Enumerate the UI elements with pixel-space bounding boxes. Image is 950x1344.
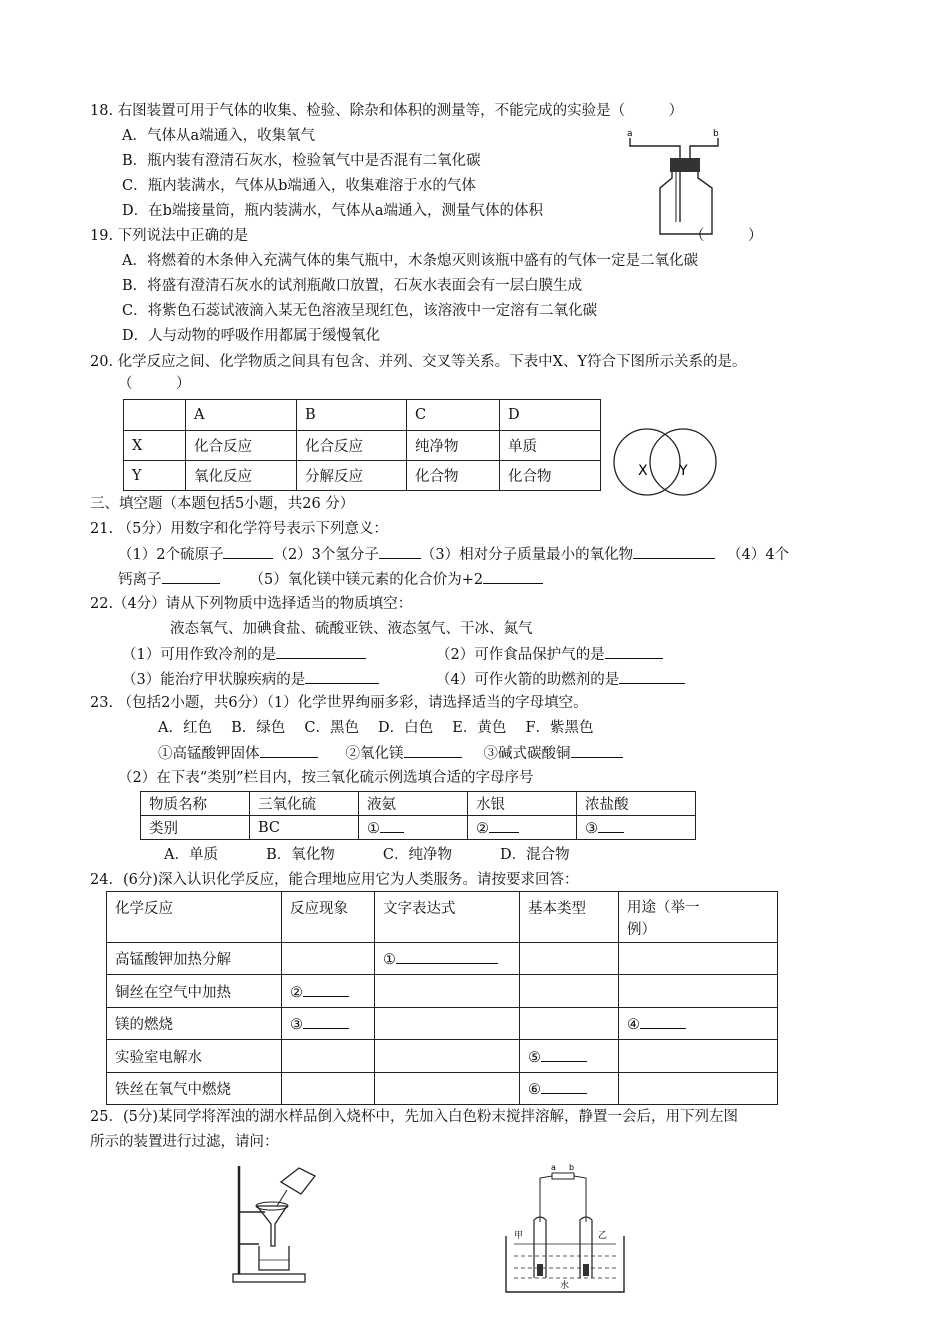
answer-blank[interactable] bbox=[404, 743, 462, 758]
q25-stem-cont: 所示的装置进行过滤，请问： bbox=[90, 1134, 279, 1150]
q22-part1-text: （1）可用作致冷剂的是 bbox=[122, 647, 277, 663]
table-cell bbox=[619, 943, 778, 975]
answer-blank[interactable] bbox=[303, 1014, 349, 1029]
table-cell: X bbox=[124, 431, 186, 461]
table-header: 反应现象 bbox=[282, 892, 375, 943]
q24-stem: 24．(6分)深入认识化学反应，能合理地应用它为人类服务。请按要求回答： bbox=[90, 872, 579, 888]
table-cell: 三氧化硫 bbox=[250, 792, 359, 816]
table-cell bbox=[619, 975, 778, 1008]
table-cell[interactable] bbox=[359, 816, 468, 840]
answer-marker: ② bbox=[476, 821, 489, 837]
answer-blank[interactable] bbox=[396, 949, 498, 964]
q23-item3: ③碱式碳酸铜 bbox=[483, 746, 571, 762]
answer-marker: ② bbox=[290, 984, 303, 1001]
answer-blank[interactable] bbox=[541, 1079, 587, 1094]
label-a: a bbox=[627, 129, 633, 139]
table-cell: 铜丝在空气中加热 bbox=[107, 975, 282, 1008]
table-cell[interactable] bbox=[619, 1008, 778, 1040]
answer-blank[interactable] bbox=[571, 743, 623, 758]
table-cell: 类别 bbox=[141, 816, 250, 840]
q21-part4: （4）4个 bbox=[727, 547, 790, 563]
q18-option-d: D．在b端接量筒，瓶内装满水，气体从a端通入，测量气体的体积 bbox=[122, 203, 544, 219]
table-cell bbox=[520, 1008, 619, 1040]
answer-blank[interactable] bbox=[619, 669, 685, 684]
answer-blank[interactable] bbox=[380, 818, 404, 833]
q20-table bbox=[123, 399, 601, 491]
q18-option-b: B．瓶内装有澄清石灰水，检验氧气中是否混有二氧化碳 bbox=[122, 153, 481, 169]
table-cell: 氧化反应 bbox=[186, 461, 297, 491]
label-water: 水 bbox=[560, 1281, 570, 1291]
table-cell[interactable] bbox=[375, 943, 520, 975]
table-header: 文字表达式 bbox=[375, 892, 520, 943]
q22-part3-text: （3）能治疗甲状腺疾病的是 bbox=[122, 672, 306, 688]
table-cell: 化合反应 bbox=[186, 431, 297, 461]
q24-table bbox=[106, 891, 778, 1105]
label-jia: 甲 bbox=[514, 1231, 524, 1241]
table-cell bbox=[375, 1073, 520, 1105]
gas-bottle-figure bbox=[620, 122, 730, 242]
q19-answer-paren: （ ） bbox=[690, 228, 763, 244]
venn-label-y: Y bbox=[679, 463, 688, 479]
q23-line2: （2）在下表“类别”栏目内，按三氧化硫示例选填合适的字母序号 bbox=[118, 770, 534, 786]
answer-blank[interactable] bbox=[640, 1014, 686, 1029]
answer-marker: ⑤ bbox=[528, 1049, 541, 1066]
q19-option-d: D．人与动物的呼吸作用都属于缓慢氧化 bbox=[122, 328, 381, 344]
q21-part5: （5）氧化镁中镁元素的化合价为+2 bbox=[249, 572, 484, 588]
table-cell bbox=[375, 1008, 520, 1040]
table-cell[interactable] bbox=[468, 816, 577, 840]
q22-stem: 22.（4分）请从下列物质中选择适当的物质填空： bbox=[90, 596, 413, 612]
header-line: 例） bbox=[627, 922, 656, 938]
q23-choices: A．单质 B．氧化物 C．纯净物 D．混合物 bbox=[164, 847, 570, 863]
answer-marker: ① bbox=[383, 952, 396, 968]
answer-marker: ④ bbox=[627, 1017, 640, 1033]
table-cell: A bbox=[186, 400, 297, 431]
answer-blank[interactable] bbox=[276, 644, 366, 659]
q18-option-c: C．瓶内装满水，气体从b端通入，收集难溶于水的气体 bbox=[122, 178, 476, 194]
table-cell: 化合物 bbox=[407, 461, 500, 491]
table-cell: Y bbox=[124, 461, 186, 491]
q23-table bbox=[140, 791, 696, 840]
q21-part1: （1）2个硫原子 bbox=[118, 547, 224, 563]
table-cell bbox=[619, 1040, 778, 1073]
table-cell: 化合物 bbox=[500, 461, 601, 491]
q19-stem: 19. 下列说法中正确的是 bbox=[90, 228, 249, 244]
q23-item1: ①高锰酸钾固体 bbox=[158, 746, 260, 762]
table-cell bbox=[619, 1073, 778, 1105]
q22-substances: 液态氧气、加碘食盐、硫酸亚铁、液态氢气、干冰、氮气 bbox=[170, 621, 533, 637]
table-cell[interactable] bbox=[520, 1073, 619, 1105]
answer-blank[interactable] bbox=[162, 569, 220, 584]
answer-blank[interactable] bbox=[489, 818, 519, 833]
q21-line3 bbox=[118, 569, 543, 590]
q21-line2 bbox=[118, 544, 789, 565]
answer-marker: ③ bbox=[585, 821, 598, 837]
table-cell bbox=[124, 400, 186, 431]
q23-item2: ②氧化镁 bbox=[345, 746, 404, 762]
answer-blank[interactable] bbox=[305, 669, 379, 684]
table-cell: 高锰酸钾加热分解 bbox=[107, 943, 282, 975]
answer-blank[interactable] bbox=[541, 1047, 587, 1062]
table-cell: 实验室电解水 bbox=[107, 1040, 282, 1073]
q22-part4-text: （4）可作火箭的助燃剂的是 bbox=[436, 672, 620, 688]
section-heading: 三、填空题（本题包括5小题，共26 分） bbox=[90, 496, 355, 512]
answer-marker: ① bbox=[367, 821, 380, 837]
table-cell bbox=[282, 1073, 375, 1105]
answer-blank[interactable] bbox=[223, 544, 273, 559]
table-cell: C bbox=[407, 400, 500, 431]
answer-blank[interactable] bbox=[605, 644, 663, 659]
q22-part2 bbox=[436, 644, 663, 665]
table-cell: 物质名称 bbox=[141, 792, 250, 816]
table-cell bbox=[375, 975, 520, 1008]
answer-marker: ③ bbox=[290, 1017, 303, 1033]
table-cell bbox=[282, 1040, 375, 1073]
label-b: b bbox=[569, 1163, 575, 1172]
table-cell: 分解反应 bbox=[297, 461, 407, 491]
table-cell bbox=[520, 943, 619, 975]
table-cell: 单质 bbox=[500, 431, 601, 461]
table-cell: 镁的燃烧 bbox=[107, 1008, 282, 1040]
table-cell: B bbox=[297, 400, 407, 431]
q23-colors: A．红色 B．绿色 C．黑色 D．白色 E．黄色 F．紫黑色 bbox=[158, 720, 594, 736]
q22-part3 bbox=[122, 669, 379, 690]
q19-option-c: C．将紫色石蕊试液滴入某无色溶液呈现红色，该溶液中一定溶有二氧化碳 bbox=[122, 303, 598, 319]
q21-stem: 21. （5分）用数字和化学符号表示下列意义： bbox=[90, 521, 388, 537]
table-cell: 浓盐酸 bbox=[577, 792, 696, 816]
answer-marker: ⑥ bbox=[528, 1082, 541, 1098]
q23-colors-blanks bbox=[158, 743, 623, 764]
table-cell: 液氨 bbox=[359, 792, 468, 816]
q18-option-a: A．气体从a端通入，收集氧气 bbox=[122, 128, 316, 144]
label-a: a bbox=[551, 1163, 556, 1172]
answer-blank[interactable] bbox=[303, 982, 349, 997]
answer-blank[interactable] bbox=[379, 544, 421, 559]
q19-option-a: A．将燃着的木条伸入充满气体的集气瓶中，木条熄灭则该瓶中盛有的气体一定是二氧化碳 bbox=[122, 253, 698, 269]
table-cell[interactable] bbox=[520, 1040, 619, 1073]
table-cell[interactable] bbox=[282, 975, 375, 1008]
table-cell: 铁丝在氧气中燃烧 bbox=[107, 1073, 282, 1105]
table-header: 化学反应 bbox=[107, 892, 282, 943]
venn-diagram bbox=[612, 424, 722, 500]
q19-option-b: B．将盛有澄清石灰水的试剂瓶敞口放置，石灰水表面会有一层白膜生成 bbox=[122, 278, 583, 294]
table-cell: 化合反应 bbox=[297, 431, 407, 461]
q21-part3: （3）相对分子质量最小的氧化物 bbox=[420, 547, 634, 563]
table-header: 基本类型 bbox=[520, 892, 619, 943]
answer-blank[interactable] bbox=[260, 743, 318, 758]
header-line: 用途（举一 bbox=[627, 900, 700, 916]
electrolysis-apparatus-figure bbox=[500, 1160, 630, 1296]
q21-part2: （2）3个氢分子 bbox=[273, 547, 379, 563]
table-cell: 水银 bbox=[468, 792, 577, 816]
q23-stem: 23. （包括2小题，共6分）（1）化学世界绚丽多彩，请选择适当的字母填空。 bbox=[90, 695, 588, 711]
table-cell[interactable] bbox=[577, 816, 696, 840]
table-cell: 纯净物 bbox=[407, 431, 500, 461]
answer-blank[interactable] bbox=[483, 569, 543, 584]
label-yi: 乙 bbox=[598, 1231, 608, 1241]
filtration-apparatus-figure bbox=[225, 1160, 335, 1286]
table-header bbox=[619, 892, 778, 943]
q22-part1 bbox=[122, 644, 366, 665]
label-b: b bbox=[713, 129, 719, 139]
q22-part2-text: （2）可作食品保护气的是 bbox=[436, 647, 605, 663]
table-cell bbox=[282, 943, 375, 975]
table-cell: BC bbox=[250, 816, 359, 840]
answer-blank[interactable] bbox=[633, 544, 715, 559]
q22-part4 bbox=[436, 669, 685, 690]
q18-stem: 18. 右图装置可用于气体的收集、检验、除杂和体积的测量等，不能完成的实验是（ ） bbox=[90, 103, 684, 119]
table-cell bbox=[375, 1040, 520, 1073]
table-cell[interactable] bbox=[282, 1008, 375, 1040]
answer-blank[interactable] bbox=[598, 818, 624, 833]
q21-part4-cont: 钙离子 bbox=[118, 572, 162, 588]
q25-stem: 25．(5分)某同学将浑浊的湖水样品倒入烧杯中，先加入白色粉末搅拌溶解，静置一会后，用下列左图 bbox=[90, 1109, 738, 1125]
venn-label-x: X bbox=[638, 463, 648, 479]
q20-answer-paren: （ ） bbox=[118, 376, 191, 392]
q20-stem: 20. 化学反应之间、化学物质之间具有包含、并列、交叉等关系。下表中X、Y符合下图所示关系的是。 bbox=[90, 354, 747, 370]
table-cell: D bbox=[500, 400, 601, 431]
table-cell bbox=[520, 975, 619, 1008]
